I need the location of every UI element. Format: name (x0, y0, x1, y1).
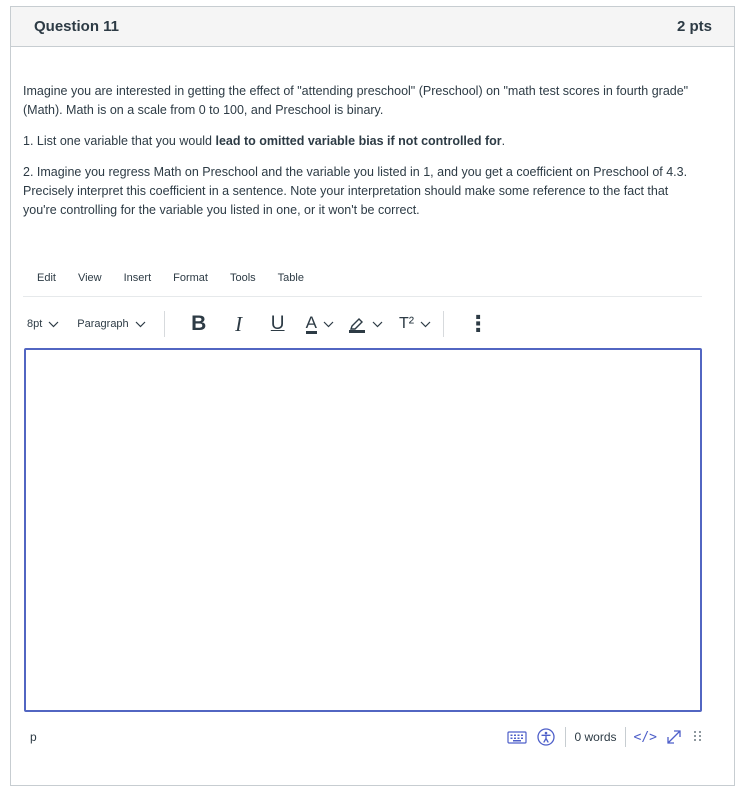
menu-tools[interactable]: Tools (229, 272, 256, 284)
highlight-color-button[interactable] (348, 309, 383, 339)
text-color-icon: A (305, 313, 318, 332)
word-count[interactable]: 0 words (574, 730, 617, 744)
block-format-select[interactable] (77, 318, 145, 330)
editor-statusbar (23, 724, 703, 750)
menu-edit[interactable]: Edit (37, 272, 56, 284)
block-format-value: Paragraph (77, 318, 129, 330)
highlighter-icon (348, 315, 366, 333)
keyboard-icon[interactable] (507, 729, 527, 745)
bold-icon: B (191, 312, 207, 335)
question-title: Question 11 (34, 18, 120, 35)
element-path[interactable]: p (30, 730, 37, 744)
italic-icon: I (235, 311, 243, 336)
underline-icon: U (270, 313, 285, 334)
menu-format[interactable]: Format (173, 272, 208, 284)
paragraph-2-suffix: . (501, 134, 506, 148)
question-header (11, 7, 734, 47)
rich-text-editor-area[interactable] (24, 348, 702, 712)
underline-button[interactable] (264, 309, 292, 339)
menu-insert[interactable]: Insert (123, 272, 152, 284)
chevron-down-icon (48, 321, 59, 328)
chevron-down-icon (420, 321, 431, 328)
italic-button[interactable] (225, 309, 253, 339)
chevron-down-icon (372, 321, 383, 328)
html-editor-toggle[interactable]: </> (633, 729, 657, 745)
toolbar-divider (443, 311, 444, 337)
bold-button[interactable] (185, 309, 213, 339)
toolbar-divider (164, 311, 165, 337)
more-vertical-icon: ⋮ (467, 311, 490, 336)
menu-table[interactable]: Table (277, 272, 304, 284)
question-paragraph-1: Imagine you are interested in getting the effect of "attending preschool" (Preschool) on "math test scores in fourth grade" (Math). Math is on a scale from 0 to 100, and Preschool is binary. (23, 84, 689, 117)
menu-view[interactable]: View (77, 272, 102, 284)
chevron-down-icon (135, 321, 146, 328)
paragraph-2-bold: lead to omitted variable bias if not controlled for (215, 134, 502, 148)
font-size-value: 8pt (27, 318, 43, 330)
fullscreen-icon[interactable] (665, 728, 683, 746)
question-points: 2 pts (676, 18, 712, 35)
superscript-icon: T² (399, 315, 415, 332)
chevron-down-icon (323, 321, 334, 328)
more-options-button[interactable] (466, 309, 490, 339)
font-size-select[interactable] (27, 318, 59, 330)
text-color-button[interactable] (306, 309, 334, 339)
resize-handle-icon[interactable] (693, 730, 703, 744)
paragraph-2-prefix: 1. List one variable that you would (23, 134, 216, 148)
question-paragraph-3: 2. Imagine you regress Math on Preschool and the variable you listed in 1, and you get a coefficient on Preschool of 4.3. Precisely interpret this coefficient in a sentence. Note your interpretation should make some reference to the fact that you're controlling for the variable you listed in one, or it won't be correct. (23, 165, 688, 217)
question-text (23, 82, 703, 232)
question-paragraph-2 (23, 132, 703, 151)
editor-toolbar (23, 303, 702, 345)
superscript-button[interactable] (399, 309, 431, 339)
statusbar-tools (507, 724, 703, 750)
editor-menubar (23, 264, 702, 297)
accessibility-icon[interactable] (537, 728, 555, 746)
